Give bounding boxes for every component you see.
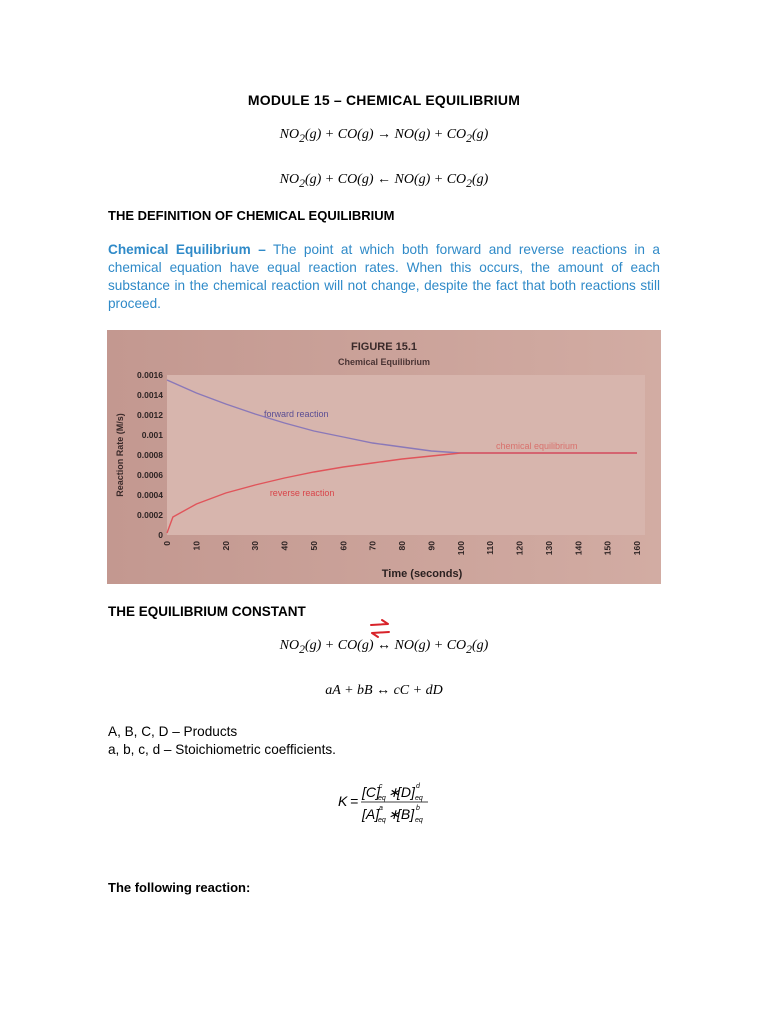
definition-coefficients: a, b, c, d – Stoichiometric coefficients. — [108, 742, 336, 757]
svg-text:d: d — [416, 783, 420, 790]
svg-text:K: K — [338, 793, 348, 809]
definition-term: Chemical Equilibrium – — [108, 242, 266, 257]
forward-equation: $NO_2(g) + CO(g) \to NO(g) + CO_2(g)$ — [279, 127, 489, 145]
y-tick-label: 0.0014 — [137, 390, 163, 400]
x-tick-label: 50 — [308, 541, 319, 551]
y-tick-label: 0.0016 — [137, 370, 163, 380]
plot-area — [167, 375, 645, 535]
definition-paragraph — [108, 241, 660, 313]
svg-text:c: c — [379, 783, 383, 790]
svg-text:[D]: [D] — [397, 784, 415, 800]
figure-label: FIGURE 15.1 — [350, 341, 418, 353]
x-tick-label: 30 — [250, 541, 261, 551]
section-heading-definition: THE DEFINITION OF CHEMICAL EQUILIBRIUM — [108, 208, 395, 223]
svg-text:=: = — [350, 793, 359, 809]
x-tick-label: 80 — [397, 541, 407, 551]
svg-text:a: a — [379, 805, 383, 812]
y-tick-label: 0 — [158, 530, 163, 540]
x-axis-label: Time (seconds) — [381, 568, 463, 580]
x-tick-label: 120 — [514, 541, 525, 556]
svg-text:b: b — [416, 805, 420, 812]
x-tick-label: 90 — [426, 541, 437, 551]
definition-text: The point at which both forward and reverse reactions in a chemical equation have equal reaction rates. When this occurs, the amount of each substance in the chemical reaction will not change, despite the fact that both reactions still proceed. — [108, 242, 660, 311]
reverse-equation: $NO_2(g) + CO(g)$ ← $NO(g) + CO_2(g)$ — [279, 172, 489, 190]
x-tick-label: 0 — [162, 541, 172, 546]
chemical-equilibrium-label: chemical equilibrium — [496, 441, 578, 451]
y-tick-label: 0.0002 — [137, 510, 163, 520]
definition-products: A, B, C, D – Products — [108, 724, 238, 739]
svg-text:∗: ∗ — [388, 784, 400, 800]
general-equation: aA + bB ↔ cC + dD — [325, 683, 443, 698]
equilibrium-arrows-icon — [368, 618, 392, 640]
x-tick-label: 150 — [602, 541, 613, 556]
section-heading-constant: THE EQUILIBRIUM CONSTANT — [108, 604, 306, 619]
y-axis-label: Reaction Rate (M/s) — [115, 413, 125, 497]
svg-text:∗: ∗ — [388, 806, 400, 822]
svg-text:[A]: [A] — [362, 806, 380, 822]
x-tick-label: 130 — [543, 541, 554, 556]
x-tick-label: 60 — [338, 541, 349, 551]
forward-reaction-label: forward reaction — [263, 409, 329, 419]
x-tick-label: 70 — [367, 541, 378, 551]
y-tick-label: 0.0012 — [137, 410, 163, 420]
y-tick-label: 0.0006 — [137, 470, 163, 480]
x-tick-label: 140 — [573, 541, 584, 556]
svg-text:eq: eq — [378, 795, 386, 802]
figure-photo — [107, 330, 661, 584]
reverse-reaction-label: reverse reaction — [269, 488, 335, 498]
y-tick-label: 0.0004 — [137, 490, 163, 500]
x-tick-label: 100 — [455, 541, 466, 556]
k-formula — [336, 776, 446, 832]
x-tick-label: 160 — [632, 541, 642, 556]
x-tick-label: 110 — [485, 541, 496, 555]
figure-subtitle: Chemical Equilibrium — [337, 357, 431, 367]
module-title: MODULE 15 – CHEMICAL EQUILIBRIUM — [247, 92, 521, 108]
svg-text:eq: eq — [415, 817, 423, 824]
y-tick-label: 0.001 — [141, 430, 163, 440]
svg-text:[B]: [B] — [397, 806, 415, 822]
equilibrium-equation: $NO_2(g) + CO(g)$ ↔ $NO(g) + CO_2(g)$ — [279, 638, 489, 656]
equilibrium-chart — [107, 330, 661, 584]
x-tick-label: 40 — [279, 541, 290, 551]
svg-text:eq: eq — [415, 795, 423, 802]
y-tick-label: 0.0008 — [137, 450, 163, 460]
x-tick-label: 10 — [191, 541, 202, 551]
section-heading-following: The following reaction: — [108, 880, 251, 895]
x-tick-label: 20 — [220, 541, 231, 551]
svg-text:eq: eq — [378, 817, 386, 824]
svg-text:[C]: [C] — [362, 784, 380, 800]
